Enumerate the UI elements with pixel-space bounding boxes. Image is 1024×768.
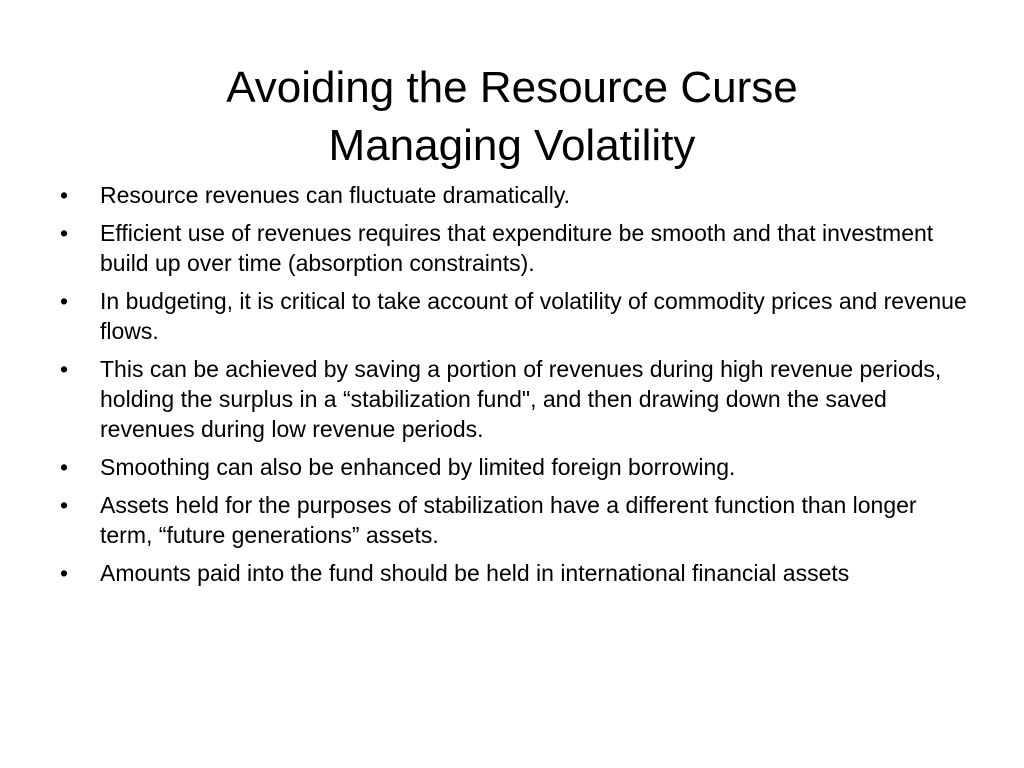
bullet-item: [58, 490, 968, 550]
bullet-item: [58, 180, 968, 210]
slide-title: [70, 59, 954, 175]
title-line-1: Avoiding the Resource Curse: [226, 63, 798, 113]
bullet-list: [58, 180, 968, 596]
bullet-dot-icon: •: [60, 560, 69, 586]
bullet-item: [58, 558, 968, 588]
bullet-item: [58, 218, 968, 278]
bullet-dot-icon: •: [60, 454, 69, 480]
bullet-text: This can be achieved by saving a portion of revenues during high revenue periods, holding the surplus in a “stabilization fund", and then drawing down the saved revenues during low revenue periods.: [100, 356, 942, 442]
bullet-item: [58, 286, 968, 346]
bullet-dot-icon: •: [60, 356, 69, 382]
title-line-2: Managing Volatility: [328, 121, 696, 171]
bullet-text: In budgeting, it is critical to take account of volatility of commodity prices and revenue flows.: [100, 288, 967, 344]
bullet-text: Resource revenues can fluctuate dramatically.: [100, 182, 571, 208]
bullet-text: Amounts paid into the fund should be held in international financial assets: [100, 560, 850, 586]
bullet-text: Smoothing can also be enhanced by limited foreign borrowing.: [100, 454, 736, 480]
bullet-dot-icon: •: [60, 220, 69, 246]
bullet-text: Efficient use of revenues requires that expenditure be smooth and that investment build up over time (absorption constraints).: [100, 220, 934, 276]
bullet-dot-icon: •: [60, 182, 69, 208]
bullet-item: [58, 354, 968, 444]
bullet-item: [58, 452, 968, 482]
bullet-dot-icon: •: [60, 288, 69, 314]
bullet-text: Assets held for the purposes of stabilization have a different function than longer term, “future generations” assets.: [100, 492, 917, 548]
bullet-dot-icon: •: [60, 492, 69, 518]
